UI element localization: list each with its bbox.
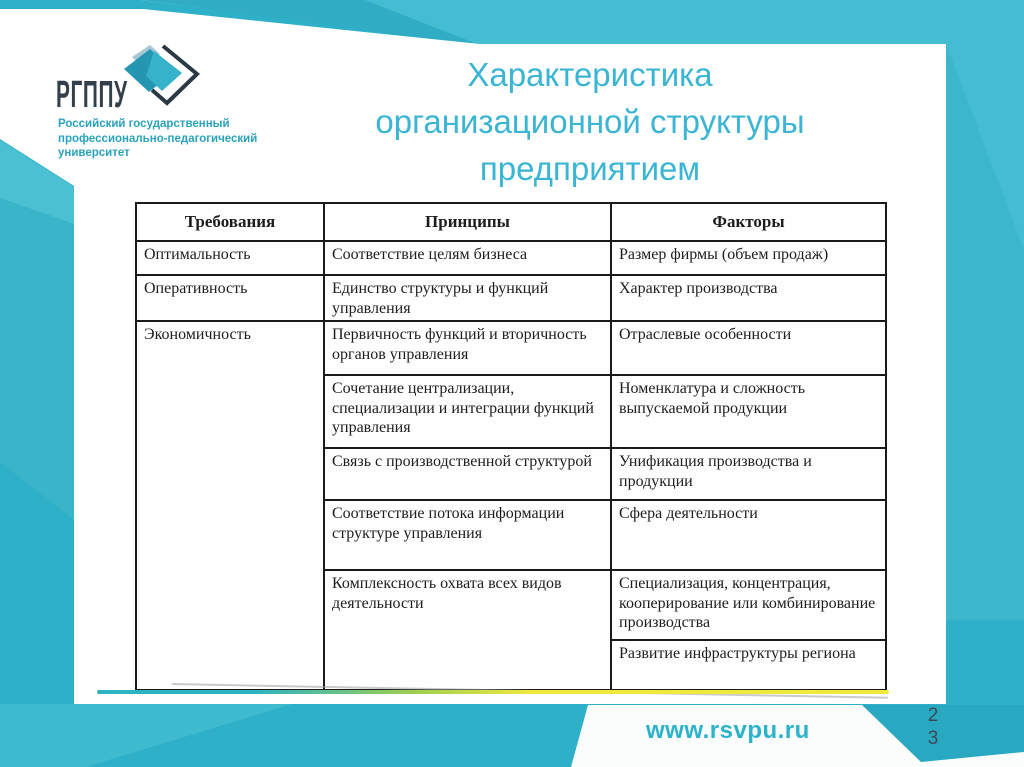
university-name-line: Российский государственный bbox=[58, 118, 230, 130]
table-row bbox=[136, 241, 886, 275]
table-row bbox=[136, 275, 886, 321]
cell-factor: Сфера деятельности bbox=[611, 500, 886, 570]
cell-principle: Связь с производственной структурой bbox=[324, 448, 611, 500]
university-name-line: профессионально-педагогический bbox=[58, 132, 258, 145]
cell-principle: Первичность функций и вторичность органов управления bbox=[324, 321, 611, 375]
table-header-row bbox=[136, 203, 886, 241]
slide-title bbox=[270, 51, 910, 192]
cell-principle: Комплексность охвата всех видов деятельности bbox=[324, 570, 611, 690]
cell-factor: Номенклатура и сложность выпускаемой продукции bbox=[611, 375, 886, 448]
cell-requirement: Оперативность bbox=[136, 275, 324, 321]
table-row bbox=[136, 321, 886, 375]
cell-requirement: Экономичность bbox=[136, 321, 324, 690]
university-name bbox=[58, 117, 257, 161]
website-url: www.rsvpu.ru bbox=[646, 717, 810, 744]
column-header-requirements: Требования bbox=[136, 203, 324, 241]
cell-principle: Единство структуры и функций управления bbox=[324, 275, 611, 321]
column-header-factors: Факторы bbox=[611, 203, 886, 241]
page-number bbox=[922, 704, 944, 750]
slide-title-line: Характеристика bbox=[467, 56, 713, 93]
page-number-digit: 3 bbox=[927, 728, 939, 749]
cell-principle: Соответствие целям бизнеса bbox=[324, 241, 611, 275]
cell-requirement: Оптимальность bbox=[136, 241, 324, 275]
cell-factor: Характер производства bbox=[611, 275, 886, 321]
slide-title-line: организационной структуры bbox=[375, 103, 805, 140]
cell-principle: Соответствие потока информации структуре управления bbox=[324, 500, 611, 570]
university-name-line: университет bbox=[58, 147, 130, 159]
cell-principle: Сочетание централизации, специализации и интеграции функций управления bbox=[324, 375, 611, 448]
accent-gradient-line bbox=[97, 690, 889, 694]
rgppu-diamond-logo-icon bbox=[122, 42, 204, 108]
cell-factor: Отраслевые особенности bbox=[611, 321, 886, 375]
slide-title-line: предприятием bbox=[479, 150, 701, 187]
cell-factor: Развитие инфраструктуры региона bbox=[611, 640, 886, 690]
page-number-digit: 2 bbox=[927, 705, 939, 726]
cell-factor: Унификация производства и продукции bbox=[611, 448, 886, 500]
cell-factor: Специализация, концентрация, кооперирование или комбинирование производства bbox=[611, 570, 886, 640]
characteristics-table bbox=[135, 202, 887, 691]
column-header-principles: Принципы bbox=[324, 203, 611, 241]
logo-acronym: РГППУ bbox=[56, 74, 128, 116]
cell-factor: Размер фирмы (объем продаж) bbox=[611, 241, 886, 275]
